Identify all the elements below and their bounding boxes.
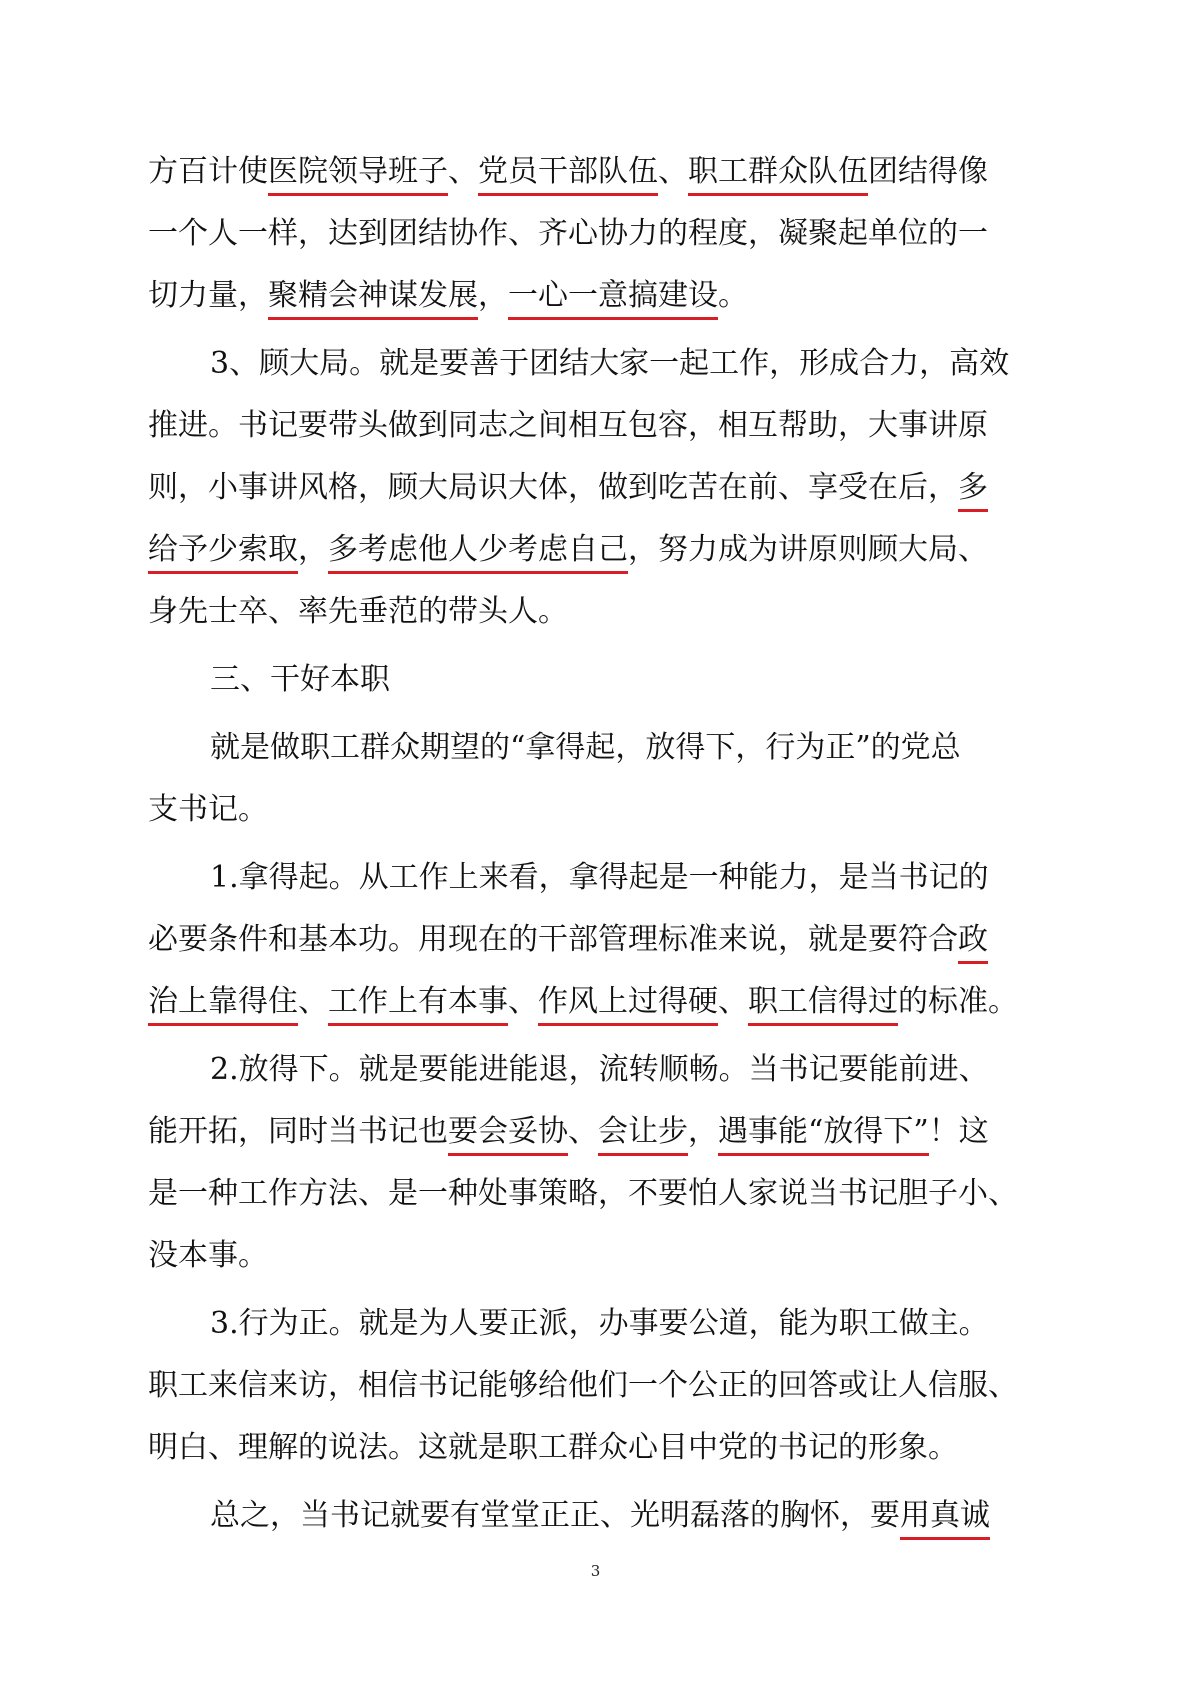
text-run: 1.拿得起。从工作上来看，拿得起是一种能力，是当书记的 <box>210 860 989 895</box>
text-line <box>148 1101 1058 1163</box>
text-run: 切力量， <box>148 278 268 313</box>
text-line <box>148 1485 1058 1547</box>
text-run: 一个人一样，达到团结协作、齐心协力的程度，凝聚起单位的一 <box>148 216 988 251</box>
text-line <box>148 457 1058 519</box>
text-run: ！这 <box>928 1114 989 1149</box>
text-run: 、 <box>658 154 688 189</box>
text-run: 职工来信来访，相信书记能够给他们一个公正的回答或让人信服、 <box>148 1368 1018 1403</box>
text-run: 3.行为正。就是为人要正派，办事要公道，能为职工做主。 <box>210 1306 989 1341</box>
text-run: 就是做职工群众期望的“拿得起，放得下，行为正”的党总 <box>210 730 961 765</box>
underlined-phrase: 医院领导班子 <box>268 154 448 196</box>
underlined-phrase: 党员干部队伍 <box>478 154 658 196</box>
underlined-phrase: 会让步 <box>598 1114 688 1156</box>
text-run: 必要条件和基本功。用现在的干部管理标准来说，就是要符合 <box>148 922 958 957</box>
text-line <box>148 1293 1058 1355</box>
underlined-phrase: 聚精会神谋发展 <box>268 278 478 320</box>
text-line <box>148 519 1058 581</box>
text-run: 能开拓，同时当书记也 <box>148 1114 448 1149</box>
text-line <box>148 1355 1058 1417</box>
text-line <box>148 1225 1058 1287</box>
text-run: 2.放得下。就是要能进能退，流转顺畅。当书记要能前进、 <box>210 1052 989 1087</box>
underlined-phrase: 治上靠得住 <box>148 984 298 1026</box>
text-run: 推进。书记要带头做到同志之间相互包容，相互帮助，大事讲原 <box>148 408 988 443</box>
text-run: 、 <box>298 984 328 1019</box>
page-number: 3 <box>590 1562 601 1580</box>
text-run: 明白、理解的说法。这就是职工群众心目中党的书记的形象。 <box>148 1430 958 1465</box>
text-line <box>148 333 1058 395</box>
underlined-phrase: 政 <box>958 922 988 964</box>
underlined-phrase: 要会妥协 <box>448 1114 568 1156</box>
text-run: 、 <box>508 984 538 1019</box>
text-run: 总之，当书记就要有堂堂正正、光明磊落的胸怀，要 <box>210 1498 900 1533</box>
text-run: 、 <box>718 984 748 1019</box>
text-line <box>148 779 1058 841</box>
text-line <box>148 141 1058 203</box>
text-run: 是一种工作方法、是一种处事策略，不要怕人家说当书记胆子小、 <box>148 1176 1018 1211</box>
text-line <box>148 717 1058 779</box>
underlined-phrase: 职工群众队伍 <box>688 154 868 196</box>
body-text <box>148 141 1058 1547</box>
text-run: 3、顾大局。就是要善于团结大家一起工作，形成合力，高效 <box>210 346 1010 381</box>
underlined-phrase: 用真诚 <box>900 1498 990 1540</box>
underlined-phrase: 给予少索取 <box>148 532 298 574</box>
underlined-phrase: 作风上过得硬 <box>538 984 718 1026</box>
underlined-phrase: 遇事能“放得下” <box>718 1114 929 1156</box>
text-run: ， <box>298 532 328 567</box>
text-run: ， <box>688 1114 718 1149</box>
text-run: 的标准。 <box>898 984 1018 1019</box>
text-run: 。 <box>718 278 748 313</box>
text-line <box>148 847 1058 909</box>
text-run: 、 <box>448 154 478 189</box>
underlined-phrase: 工作上有本事 <box>328 984 508 1026</box>
underlined-phrase: 职工信得过 <box>748 984 898 1026</box>
text-run: 身先士卒、率先垂范的带头人。 <box>148 594 568 629</box>
text-run: 支书记。 <box>148 792 268 827</box>
text-run: 则，小事讲风格，顾大局识大体，做到吃苦在前、享受在后， <box>148 470 958 505</box>
underlined-phrase: 一心一意搞建设 <box>508 278 718 320</box>
text-run: 、 <box>568 1114 598 1149</box>
text-line <box>148 265 1058 327</box>
text-run: 没本事。 <box>148 1238 268 1273</box>
text-run: 三、干好本职 <box>210 662 390 697</box>
text-line <box>148 971 1058 1033</box>
underlined-phrase: 多 <box>958 470 988 512</box>
text-run: ，努力成为讲原则顾大局、 <box>628 532 988 567</box>
text-line <box>148 649 1058 711</box>
text-line <box>148 203 1058 265</box>
text-line <box>148 1039 1058 1101</box>
text-line <box>148 395 1058 457</box>
text-run: 团结得像 <box>868 154 988 189</box>
text-run: 方百计使 <box>148 154 268 189</box>
text-line <box>148 909 1058 971</box>
text-line <box>148 1417 1058 1479</box>
underlined-phrase: 多考虑他人少考虑自己 <box>328 532 628 574</box>
text-run: ， <box>478 278 508 313</box>
text-line <box>148 1163 1058 1225</box>
text-line <box>148 581 1058 643</box>
